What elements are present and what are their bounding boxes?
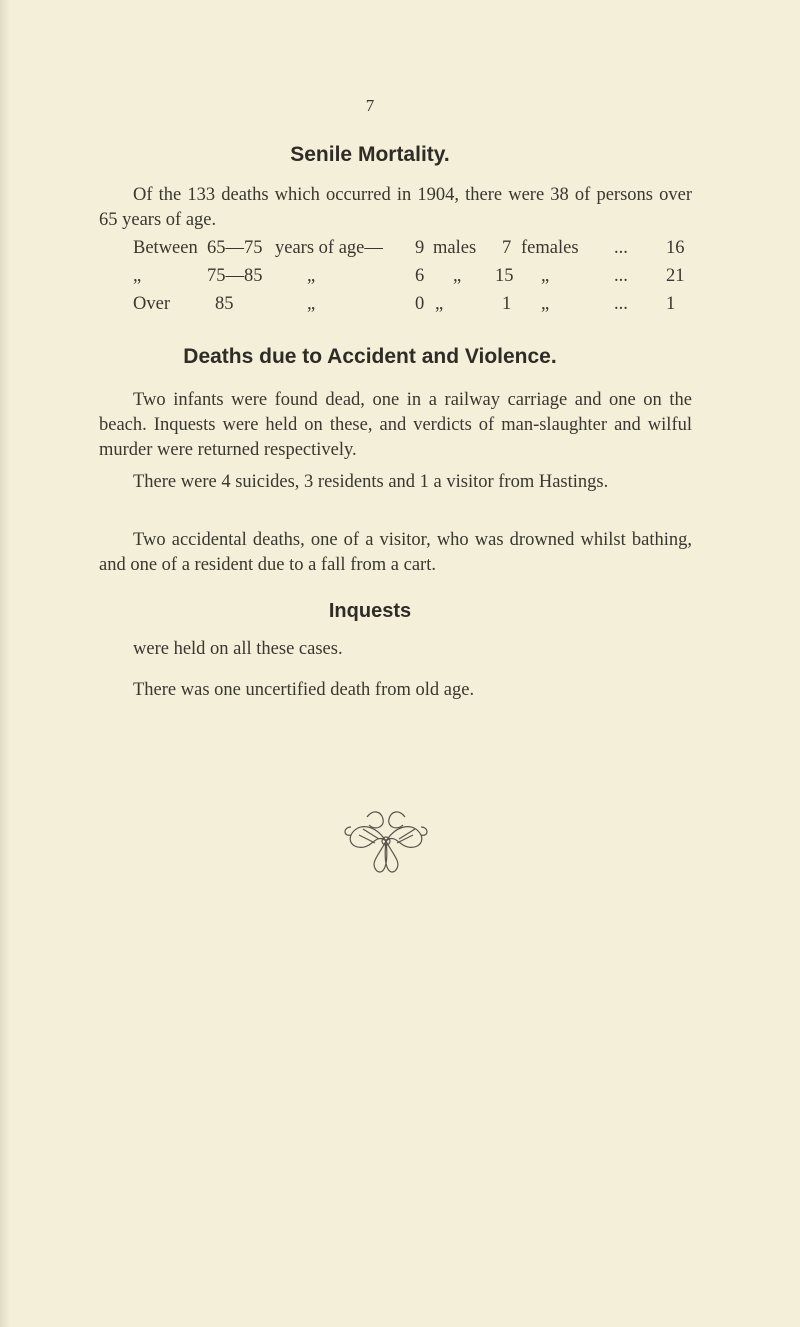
row-unit: „ xyxy=(307,266,316,286)
inquests-heading: Inquests xyxy=(328,600,412,622)
row-females-label: females xyxy=(521,238,579,258)
accidental-deaths-paragraph: Two accidental deaths, one of a visitor, who was drowned whilst bathing, and one of a resident due to a fall from a cart. xyxy=(99,530,692,575)
row-total: 16 xyxy=(666,238,685,258)
row-females-count: 1 xyxy=(502,294,512,314)
senile-intro-paragraph: Of the 133 deaths which occurred in 1904, there were 38 of persons over 65 years of age. xyxy=(99,185,692,230)
inquests-line: were held on all these cases. xyxy=(133,639,343,659)
row-males-count: 0 xyxy=(415,294,425,314)
uncertified-death-paragraph: There was one uncertified death from old age. xyxy=(133,680,475,700)
row-unit: years of age— xyxy=(275,238,383,258)
row-unit: „ xyxy=(307,294,316,314)
row-males-label: males xyxy=(433,238,477,258)
page-edge-shadow xyxy=(0,0,10,1327)
row-label: „ xyxy=(133,266,142,286)
row-label: Over xyxy=(133,294,170,314)
row-males-label: „ xyxy=(435,294,444,314)
infants-paragraph: Two infants were found dead, one in a railway carriage and one on the beach. Inquests were held on these, and verdicts of man-slaughter and wilful murder were returned respectively. xyxy=(99,390,692,460)
row-females-label: „ xyxy=(541,294,550,314)
row-females-label: „ xyxy=(541,266,550,286)
row-age-range: 75—85 xyxy=(207,266,263,286)
row-females-count: 7 xyxy=(502,238,512,258)
page-number: 7 xyxy=(365,96,375,115)
row-leader-dots: ... xyxy=(614,294,628,314)
suicides-paragraph: There were 4 suicides, 3 residents and 1 a visitor from Hastings. xyxy=(133,472,609,492)
row-age-range: 85 xyxy=(215,294,234,314)
accident-violence-heading: Deaths due to Accident and Violence. xyxy=(183,345,557,368)
row-leader-dots: ... xyxy=(614,266,628,286)
age-table-row xyxy=(133,294,693,318)
row-males-count: 6 xyxy=(415,266,425,286)
floral-ornament-icon xyxy=(339,805,434,877)
row-label: Between xyxy=(133,238,198,258)
senile-mortality-heading: Senile Mortality. xyxy=(290,143,450,166)
row-leader-dots: ... xyxy=(614,238,628,258)
row-total: 1 xyxy=(666,294,676,314)
row-age-range: 65—75 xyxy=(207,238,263,258)
row-total: 21 xyxy=(666,266,685,286)
age-table-row xyxy=(133,238,693,262)
age-table-row xyxy=(133,266,693,290)
row-males-label: „ xyxy=(453,266,462,286)
row-males-count: 9 xyxy=(415,238,425,258)
row-females-count: 15 xyxy=(495,266,514,286)
